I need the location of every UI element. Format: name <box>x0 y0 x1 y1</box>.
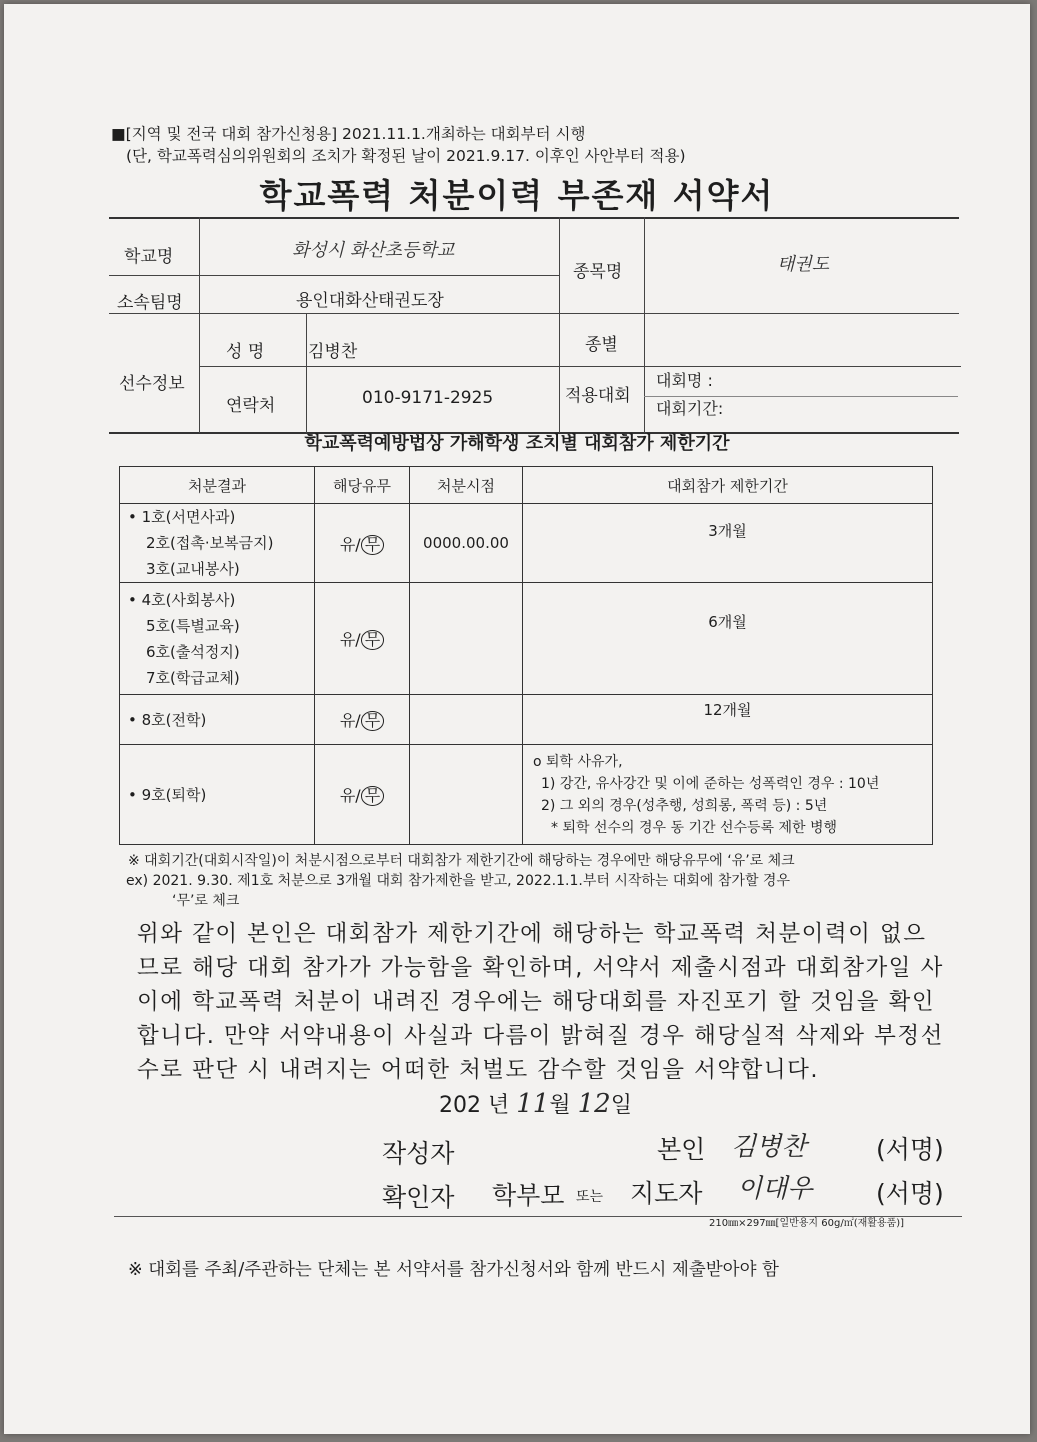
restriction-period: 6개월 <box>523 583 933 695</box>
restriction-period: 12개월 <box>523 695 933 745</box>
disposition-cell <box>120 583 315 695</box>
disposition-item: 2호(접촉·보복금지) <box>146 534 274 552</box>
yes-option: 유/ <box>339 630 361 649</box>
note-line: o 퇴학 사유가, <box>533 753 623 770</box>
date-day: 12 <box>577 1089 611 1119</box>
date-day-label: 일 <box>610 1093 632 1118</box>
disposition-item: • 1호(서면사과) <box>128 504 306 530</box>
date-year: 202 년 <box>439 1093 510 1118</box>
event-value: 태권도 <box>777 254 830 275</box>
table-header: 대회참가 제한기간 <box>523 467 933 504</box>
disposition-item: 3호(교내봉사) <box>146 560 240 578</box>
disposition-date <box>410 745 523 845</box>
contact-label: 연락처 <box>226 396 276 416</box>
restriction-table <box>119 466 933 845</box>
applicable-cell <box>315 695 410 745</box>
note-line: 2) 그 외의 경우(성추행, 성희롱, 폭력 등) : 5년 <box>541 797 828 814</box>
note-line: 1) 강간, 유사강간 및 이에 준하는 성폭력인 경우 : 10년 <box>541 775 880 792</box>
team-label: 소속팀명 <box>117 293 183 313</box>
yes-option: 유/ <box>339 534 361 554</box>
coach-label: 지도자 <box>630 1179 703 1208</box>
name-value: 김병찬 <box>308 342 358 362</box>
no-option-circled: 무 <box>361 711 384 731</box>
disposition-item: 6호(출석정지) <box>146 642 240 661</box>
paper-spec: 210㎜×297㎜[일반용지 60g/㎡(재활용품)] <box>709 1218 905 1229</box>
yes-option: 유/ <box>339 711 361 730</box>
table-header: 처분시점 <box>410 467 523 504</box>
no-option-circled: 무 <box>361 786 384 806</box>
sign-label-2: (서명) <box>876 1179 944 1208</box>
disposition-item: 7호(학급교체) <box>146 668 240 687</box>
player-info-label: 선수정보 <box>119 374 185 394</box>
disposition-item: 5호(특별교육) <box>146 616 240 635</box>
sign-label: (서명) <box>876 1135 944 1164</box>
expulsion-note <box>523 745 933 845</box>
disposition-date <box>410 583 523 695</box>
table-row <box>120 504 933 583</box>
self-signature: 김병찬 <box>731 1132 807 1162</box>
disposition-cell <box>120 695 315 745</box>
document-title: 학교폭력 처분이력 부존재 서약서 <box>259 176 775 215</box>
yes-option: 유/ <box>339 786 361 805</box>
table-row <box>120 695 933 745</box>
school-value: 화성시 화산초등학교 <box>292 240 455 261</box>
disposition-cell <box>120 504 315 583</box>
pledge-paragraph: 위와 같이 본인은 대회참가 제한기간에 해당하는 학교폭력 처분이력이 없으므로 해당 대회 참가가 가능함을 확인하며, 서약서 제출시점과 대회참가일 사이에 학교폭력 처분이 내려진 경우에는 해당대회를 자진포기 할 것임을 확인합니다. 만약 서약내용이 사실과 다름이 밝혀질 경우 해당실적 삭제와 부정선수로 판단 시 내려지는 어떠한 처벌도 감수할 것임을 서약합니다. <box>137 921 944 1083</box>
applicable-cell <box>315 745 410 845</box>
date-month-label: 월 <box>549 1093 571 1118</box>
competition-name-label: 대회명 : <box>656 371 713 390</box>
applicable-cell <box>315 583 410 695</box>
disposition-date <box>410 695 523 745</box>
disposition-item: • 4호(사회봉사) <box>128 587 306 613</box>
contact-value: 010-9171-2925 <box>362 388 494 408</box>
restriction-period: 3개월 <box>523 504 933 583</box>
header-line-1: ■[지역 및 전국 대회 참가신청용] 2021.11.1.개최하는 대회부터 시행 <box>111 125 586 143</box>
table-header-row <box>120 467 933 504</box>
class-label: 종별 <box>585 335 618 355</box>
disposition-date: 0000.00.00 <box>410 504 523 583</box>
name-label: 성 명 <box>226 342 265 362</box>
team-value: 용인대화산태권도장 <box>296 291 444 311</box>
table-row <box>120 583 933 695</box>
footnote-3: ‘무’로 체크 <box>172 893 240 909</box>
or-label: 또는 <box>576 1189 604 1205</box>
applicable-cell <box>315 504 410 583</box>
self-label: 본인 <box>657 1135 706 1164</box>
disposition-item: • 8호(전학) <box>128 707 306 733</box>
restriction-table-title: 학교폭력예방법상 가해학생 조치별 대회참가 제한기간 <box>304 433 730 454</box>
competition-period-label: 대회기간: <box>656 399 724 418</box>
table-header: 처분결과 <box>120 467 315 504</box>
footnote-2: ex) 2021. 9.30. 제1호 처분으로 3개월 대회 참가제한을 받고, 2022.1.1.부터 시작하는 대회에 참가할 경우 <box>126 873 790 889</box>
no-option-circled: 무 <box>361 630 384 650</box>
document-page <box>4 4 1030 1434</box>
date-month: 11 <box>516 1089 550 1119</box>
coach-signature: 이대우 <box>737 1174 813 1204</box>
date-line <box>439 1088 632 1119</box>
event-label: 종목명 <box>573 262 623 282</box>
writer-label: 작성자 <box>382 1139 455 1168</box>
confirmer-label: 확인자 <box>382 1183 455 1212</box>
table-header: 해당유무 <box>315 467 410 504</box>
note-line: * 퇴학 선수의 경우 동 기간 선수등록 제한 병행 <box>551 819 838 836</box>
no-option-circled: 무 <box>361 535 384 555</box>
parent-label: 학부모 <box>492 1181 565 1210</box>
apply-competition-label: 적용대회 <box>565 386 631 406</box>
header-line-2: (단, 학교폭력심의위원회의 조치가 확정된 날이 2021.9.17. 이후인 사안부터 적용) <box>126 147 686 165</box>
disposition-item: • 9호(퇴학) <box>128 782 306 808</box>
school-label: 학교명 <box>124 247 174 267</box>
footnote-1: ※ 대회기간(대회시작일)이 처분시점으로부터 대회참가 제한기간에 해당하는 경우에만 해당유무에 ‘유’로 체크 <box>128 853 795 869</box>
disposition-cell <box>120 745 315 845</box>
table-row <box>120 745 933 845</box>
footer-note: ※ 대회를 주최/주관하는 단체는 본 서약서를 참가신청서와 함께 반드시 제출받아야 함 <box>128 1260 779 1280</box>
